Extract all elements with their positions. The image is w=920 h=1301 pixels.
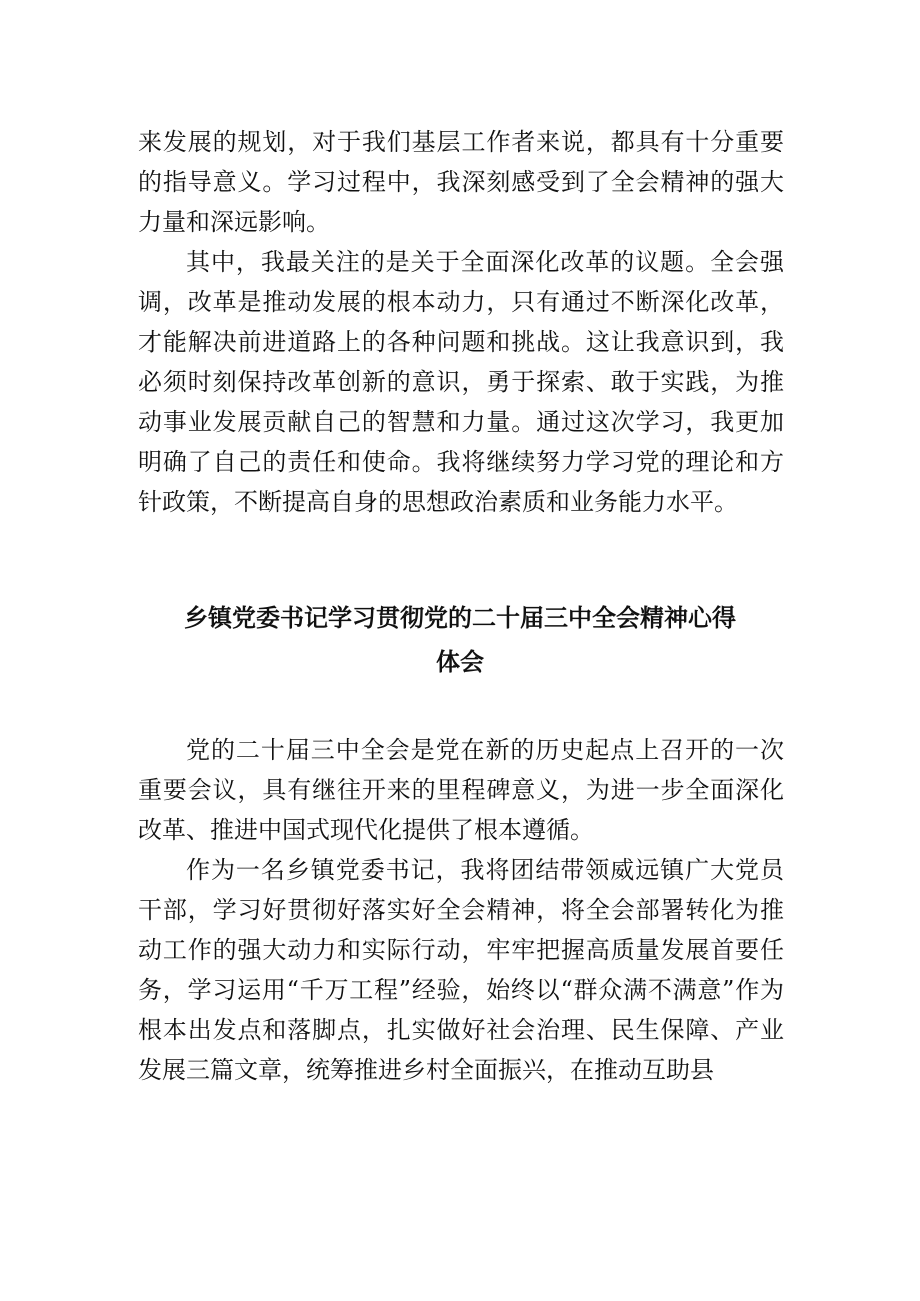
article-title-line-2: 体会 <box>436 648 484 676</box>
body-paragraph: 党的二十届三中全会是党在新的历史起点上召开的一次重要会议，具有继往开来的里程碑意义，为进一步全面深化改革、推进中国式现代化提供了根本遵循。 <box>138 736 784 844</box>
article-title-line-1: 乡镇党委书记学习贯彻党的二十届三中全会精神心得 <box>184 604 736 632</box>
article-title <box>160 596 760 684</box>
section-previous <box>138 122 784 522</box>
article-body <box>138 730 784 1090</box>
body-paragraph: 其中，我最关注的是关于全面深化改革的议题。全会强调，改革是推动发展的根本动力，只有通过不断深化改革，才能解决前进道路上的各种问题和挑战。这让我意识到，我必须时刻保持改革创新的意识，勇于探索、敢于实践，为推动事业发展贡献自己的智慧和力量。通过这次学习，我更加明确了自己的责任和使命。我将继续努力学习党的理论和方针政策，不断提高自身的思想政治素质和业务能力水平。 <box>138 248 784 516</box>
continuation-paragraph: 来发展的规划，对于我们基层工作者来说，都具有十分重要的指导意义。学习过程中，我深刻感受到了全会精神的强大力量和深远影响。 <box>138 128 784 236</box>
body-paragraph: 作为一名乡镇党委书记，我将团结带领威远镇广大党员干部，学习好贯彻好落实好全会精神，将全会部署转化为推动工作的强大动力和实际行动，牢牢把握高质量发展首要任务，学习运用“千万工程”经验，始终以“群众满不满意”作为根本出发点和落脚点，扎实做好社会治理、民生保障、产业发展三篇文章，统筹推进乡村全面振兴，在推动互助县 <box>138 856 784 1084</box>
